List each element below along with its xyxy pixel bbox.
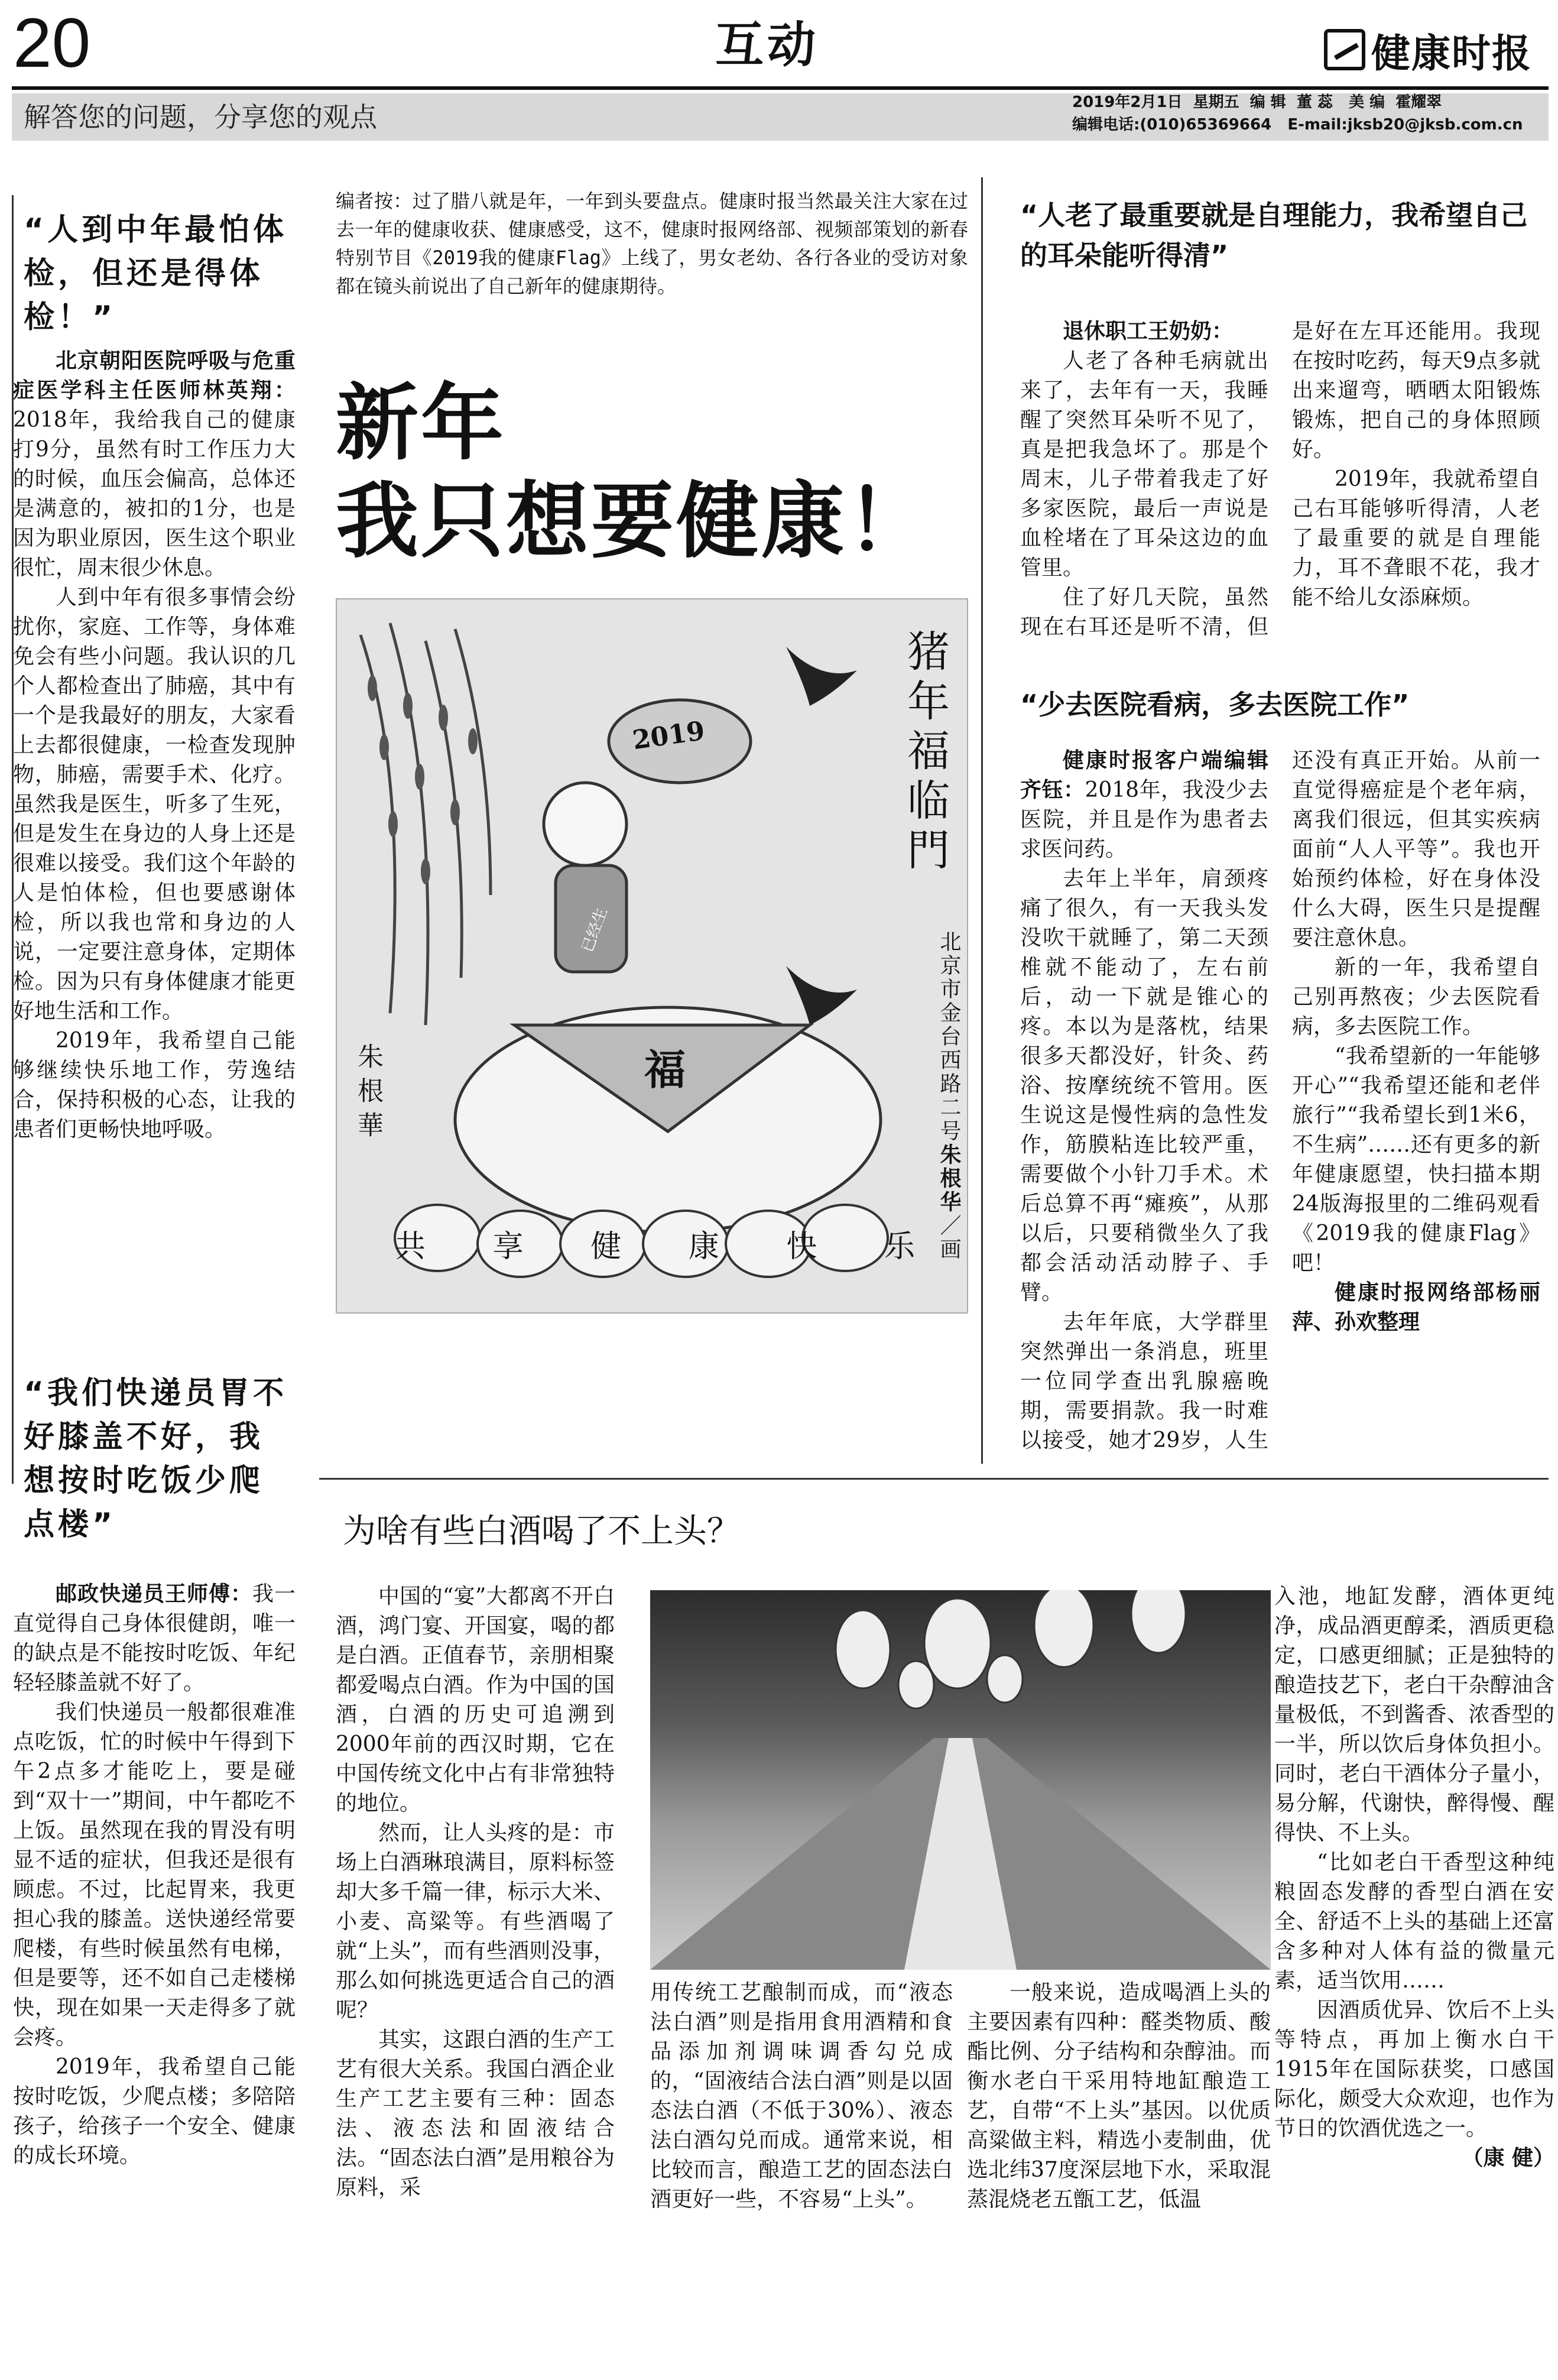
bottom-rule (319, 1478, 1549, 1480)
issue-meta: 2019年2月1日 星期五 编 辑 董 蕊 美 编 霍耀翠 (1072, 93, 1442, 111)
art-char: 康 (688, 1229, 719, 1264)
art-signature: 朱根華 (353, 1043, 383, 1146)
editor-note: 编者按：过了腊八就是年，一年到头要盘点。健康时报当然最关注大家在过去一年的健康收获、健康感受，这不，健康时报网络部、视频部策划的新春特别节目《2019我的健康Flag》上线了，男女老幼、各行各业的受访对象都在镜头前说出了自己新年的健康期待。 (336, 190, 968, 297)
left-story1-author: 北京朝阳医院呼吸与危重症医学科主任医师林英翔： (13, 349, 296, 403)
art-fu-label: 福 (644, 1045, 686, 1094)
section-title: 互动 (715, 17, 820, 73)
right-story1-body: 退休职工王奶奶： 人老了各种毛病就出来了，去年有一天，我睡醒了突然耳朵听不见了，真是把我急坏了。那是个周末，儿子带着我走了好多家医院，最后一声说是血栓堵在了耳朵这边的血管里。 住了好几天院，虽然现在右耳还是听不清，但是好在左耳还能用。我现在按时吃药，每天9点多就出来遛弯，晒晒太阳锻炼锻炼，把自己的身体照顾好。 2019年，我就希望自己右耳能够听得清，人老了最重要的就是自理能力，耳不聋眼不花，我才能不给儿女添麻烦。 (1020, 317, 1540, 666)
right-story2-credit: 健康时报网络部杨丽萍、孙欢整理 (1292, 1280, 1540, 1334)
left-story2-title: “我们快递员胃不好膝盖不好，我想按时吃饭少爬点楼” (24, 1376, 288, 1542)
left-story2-author: 邮政快递员王师傅： (56, 1582, 252, 1606)
left-story1-title: “人到中年最怕体检，但还是得体检！” (24, 212, 288, 335)
bottom-col4: 入池，地缸发酵，酒体更纯净，成品酒更醇柔，酒质更稳定，口感更细腻；正是独特的酿造技艺下，老白干杂醇油含量极低，不到酱香、浓香型的一半，所以饮后身体负担小。同时，老白干酒体分子量小，易分解，代谢快，醉得慢、醒得快、不上头。 “比如老白干香型这种纯粮固态发酵的香型白酒在安全、舒适不上头的基础上还富含多种对人体有益的微量元素，适当饮用…… 因酒质优异、饮后不上头等特点，再加上衡水白干1915年在国际获奖，口感国际化，颇受大众欢迎，也作为节日的饮酒优选之一。 （康 健） (1274, 1582, 1554, 2173)
art-credit: 北京市金台西路二号朱根华／画 (937, 930, 961, 1262)
bottom-col1: 中国的“宴”大都离不开白酒，鸿门宴、开国宴，喝的都是白酒。正值春节，亲朋相聚都爱喝点白酒。作为中国的国酒，白酒的历史可追溯到2000年前的西汉时期，它在中国传统文化中占有非常独特的地位。 然而，让人头疼的是：市场上白酒琳琅满目，原料标签却大多千篇一律，标示大米、小麦、高粱等。有些酒喝了就“上头”，而有些酒则没事，那么如何挑选更适合自己的酒呢？ 其实，这跟白酒的生产工艺有很大关系。我国白酒企业生产工艺主要有三种：固态法、液态法和固液结合法。“固态法白酒”是用粮谷为原料，采 (336, 1584, 615, 2200)
page-number: 20 (13, 4, 91, 82)
header-rule (12, 86, 1549, 90)
bottom-col2: 用传统工艺酿制而成，而“液态法白酒”则是指用食用酒精和食品添加剂调味调香勾兑成的，“固液结合法白酒”则是以固态法白酒（不低于30%）、液态法白酒勾兑而成。通常来说，相比较而言，酿造工艺的固态法白酒更好一些，不容易“上头”。 (650, 1980, 953, 2212)
art-char: 乐 (884, 1229, 915, 1264)
art-banner-label: 已经生 (578, 905, 611, 955)
left-story2-body: 邮政快递员王师傅：我一直觉得自己身体很健朗，唯一的缺点是不能按时吃饭、年纪轻轻膝盖就不好了。 我们快递员一般都很难准点吃饭，忙的时候中午得到下午2点多才能吃上，要是碰到“双十一”期间，中午都吃不上饭。虽然现在我的胃没有明显不适的症状，但我还是很有顾虑。不过，比起胃来，我更担心我的膝盖。送快递经常要爬楼，有些时候虽然有电梯，但是要等，还不如自己走楼梯快，现在如果一天走得多了就会疼。 2019年，我希望自己能按时吃饭，少爬点楼；多陪陪孩子，给孩子一个安全、健康的成长环境。 (13, 1582, 296, 2168)
bottom-col3: 一般来说，造成喝酒上头的主要因素有四种：醛类物质、酸酯比例、分子结构和杂醇油。而衡水老白干采用特地缸酿造工艺，自带“不上头”基因。以优质高粱做主料，精选小麦制曲，优选北纬37度深层地下水，采取混蒸混烧老五甑工艺，低温 (967, 1980, 1271, 2212)
logo-text: 健康时报 (1371, 30, 1532, 76)
art-calligraphy: 猪年福临門 (900, 629, 950, 877)
editor-contact: 编辑电话:(010)65369664 E-mail:jksb20@jksb.com.cn (1072, 116, 1523, 134)
art-char: 共 (395, 1229, 426, 1264)
right-story1-title: “人老了最重要就是自理能力，我希望自己的耳朵能听得清” (1020, 199, 1528, 271)
art-char: 健 (590, 1229, 622, 1264)
art-ball-label: 2019 (631, 715, 707, 756)
illustration-drawing (337, 599, 968, 1314)
right-story2-title: “少去医院看病，多去医院工作” (1020, 689, 1410, 721)
cellar-photo (650, 1590, 1271, 1970)
right-story1-author: 退休职工王奶奶： (1063, 319, 1234, 343)
cellar-photo-drawing (650, 1590, 1271, 1970)
art-bottom-row (395, 1221, 915, 1266)
bottom-signature: （康 健） (1462, 2146, 1554, 2170)
headline-line2: 我只想要健康！ (336, 473, 932, 570)
logo-mark-icon (1324, 29, 1365, 70)
headline-line1: 新年 (336, 375, 507, 472)
right-story2-author: 健康时报客户端编辑齐钰： (1020, 748, 1268, 802)
right-story2-body: 健康时报客户端编辑齐钰：2018年，我没少去医院，并且是作为患者去求医问药。 去年上半年，肩颈疼痛了很久，有一天我头发没吹干就睡了，第二天颈椎就不能动了，左右前后，动一下就是锥心的疼。本以为是落枕，结果很多天都没好，针灸、药浴、按摩统统不管用。医生说这是慢性病的急性发作，筋膜粘连比较严重，需要做个小针刀手术。术后总算不再“瘫痪”，从那以后，只要稍微坐久了我都会活动活动脖子、手臂。 去年年底，大学群里突然弹出一条消息，班里一位同学查出乳腺癌晚期，需要捐款。我一时难以接受，她才29岁，人生还没有真正开始。从前一直觉得癌症是个老年病，离我们很远，但其实疾病面前“人人平等”。我也开始预约体检，好在身体没什么大碍，医生只是提醒要注意休息。 新的一年，我希望自己别再熬夜；少去医院看病，多去医院工作。 “我希望新的一年能够开心”“我希望还能和老伴旅行”“我希望长到1米6，不生病”……还有更多的新年健康愿望，快扫描本期24版海报里的二维码观看《2019我的健康Flag》吧！ 健康时报网络部杨丽萍、孙欢整理 (1020, 748, 1540, 1452)
art-char: 快 (786, 1229, 817, 1264)
tagline: 解答您的问题，分享您的观点 (24, 101, 377, 133)
left-story1-body: 北京朝阳医院呼吸与危重症医学科主任医师林英翔：2018年，我给我自己的健康打9分，虽然有时工作压力大的时候，血压会偏高，总体还是满意的，被扣的1分，也是因为职业原因，医生这个职业很忙，周末很少休息。 人到中年有很多事情会纷扰你，家庭、工作等，身体难免会有些小问题。我认识的几个人都检查出了肺癌，其中有一个是我最好的朋友，大家看上去都很健康，一检查发现肿物，肺癌，需要手术、化疗。虽然我是医生，听多了生死，但是发生在身边的人身上还是很难以接受。我们这个年龄的人是怕体检，但也要感谢体检，所以我也常和身边的人说，一定要注意身体，定期体检。因为只有身体健康才能更好地生活和工作。 2019年，我希望自己能够继续快乐地工作，劳逸结合，保持积极的心态，让我的患者们更畅快地呼吸。 (13, 349, 296, 1142)
right-col-rule (981, 177, 983, 1464)
bottom-title: 为啥有些白酒喝了不上头？ (343, 1512, 740, 1551)
newspaper-logo (1324, 21, 1549, 78)
art-char: 享 (492, 1229, 524, 1264)
illustration (336, 598, 968, 1314)
